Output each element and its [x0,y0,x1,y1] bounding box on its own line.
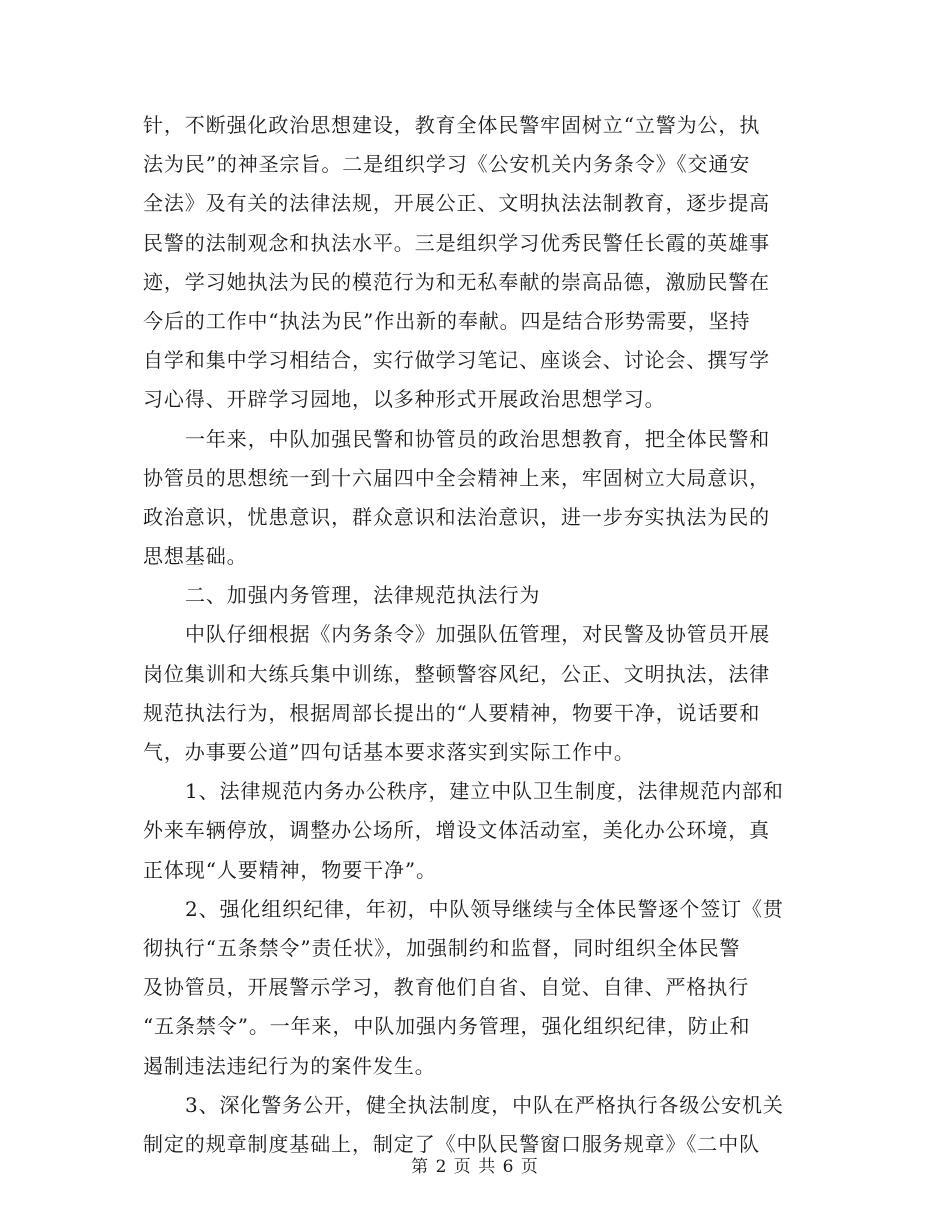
text-line: 全法》及有关的法律法规，开展公正、文明执法法制教育，逐步提高 [143,191,770,216]
text-line: 迹，学习她执法为民的模范行为和无私奉献的崇高品德，激励民警在 [143,269,770,294]
text-line: 一年来，中队加强民警和协管员的政治思想教育，把全体民警和 [185,426,771,451]
text-line: 协管员的思想统一到十六届四中全会精神上来，牢固树立大局意识， [143,465,770,490]
text-line: 正体现“人要精神，物要干净”。 [143,857,437,882]
text-line: 习心得、开辟学习园地，以多种形式开展政治思想学习。 [143,387,666,412]
text-line: 及协管员，开展警示学习，教育他们自省、自觉、自律、严格执行 [143,975,750,1000]
text-line: 规范执法行为，根据周部长提出的“人要精神，物要干净，说话要和 [143,700,761,725]
text-line: 自学和集中学习相结合，实行做学习笔记、座谈会、讨论会、撰写学 [143,348,770,373]
text-line: 针，不断强化政治思想建设，教育全体民警牢固树立“立警为公，执 [143,113,761,137]
text-line: 民警的法制观念和执法水平。三是组织学习优秀民警任长霞的英雄事 [143,230,770,255]
text-line: 3、深化警务公开，健全执法制度，中队在严格执行各级公安机关 [185,1092,784,1117]
text-line: 二、加强内务管理，法律规范执法行为 [185,583,541,608]
text-line: 法为民”的神圣宗旨。二是组织学习《公安机关内务条令》《交通安 [143,152,751,177]
text-line: 政治意识，忧患意识，群众意识和法治意识，进一步夯实执法为民的 [143,504,770,529]
text-line: 制定的规章制度基础上，制定了《中队民警窗口服务规章》《二中队 [143,1131,760,1156]
text-line: “五条禁令”。一年来，中队加强内务管理，强化组织纪律，防止和 [143,1014,751,1039]
text-line: 今后的工作中“执法为民”作出新的奉献。四是结合形势需要，坚持 [143,308,751,333]
text-line: 气，办事要公道”四句话基本要求落实到实际工作中。 [143,740,635,764]
text-line: 2、强化组织纪律，年初，中队领导继续与全体民警逐个签订《贯 [185,896,784,921]
body-text [143,106,803,1164]
text-line: 中队仔细根据《内务条令》加强队伍管理，对民警及协管员开展 [185,622,771,647]
page-footer: 第 2 页 共 6 页 [411,1157,539,1177]
text-line: 岗位集训和大练兵集中训练，整顿警容风纪，公正、文明执法，法律 [143,661,770,686]
text-line: 思想基础。 [143,544,248,569]
text-line: 彻执行“五条禁令”责任状》，加强制约和监督，同时组织全体民警 [143,935,741,960]
text-line: 遏制违法违纪行为的案件发生。 [143,1053,436,1078]
text-line: 外来车辆停放，调整办公场所，增设文体活动室，美化办公环境，真 [143,818,770,843]
text-line: 1、法律规范内务办公秩序，建立中队卫生制度，法律规范内部和 [185,779,784,804]
